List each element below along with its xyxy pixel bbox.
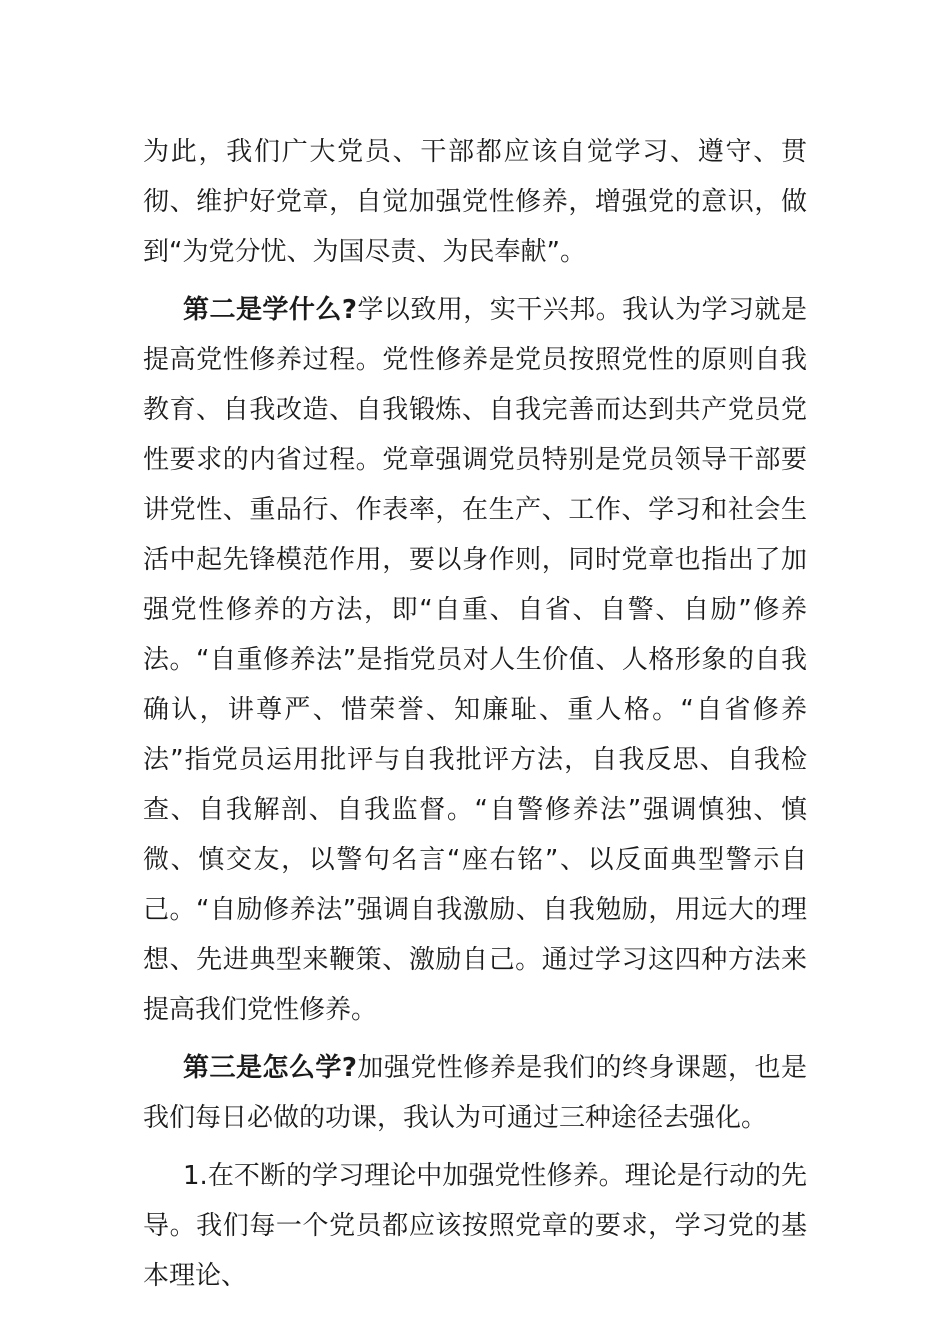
paragraph-text: 学以致用，实干兴邦。我认为学习就是提高党性修养过程。党性修养是党员按照党性的原则自我教育、自我改造、自我锻炼、自我完善而达到共产党员党性要求的内省过程。党章强调党员特别是党员领导干部要讲党性、重品行、作表率，在生产、工作、学习和社会生活中起先锋模范作用，要以身作则，同时党章也指出了加强党性修养的方法，即“自重、自省、自警、自励”修养法。“自重修养法”是指党员对人生价值、人格形象的自我确认，讲尊严、惜荣誉、知廉耻、重人格。“自省修养法”指党员运用批评与自我批评方法，自我反思、自我检查、自我解剖、自我监督。“自警修养法”强调慎独、慎微、慎交友，以警句名言“座右铭”、以反面典型警示自己。“自励修养法”强调自我激励、自我勉励，用远大的理想、先进典型来鞭策、激励自己。通过学习这四种方法来提高我们党性修养。 xyxy=(143,295,807,1025)
paragraph-continuation xyxy=(143,127,807,277)
paragraph-item-1 xyxy=(143,1151,807,1301)
paragraph-text: 1.在不断的学习理论中加强党性修养。理论是行动的先导。我们每一个党员都应该按照党章的要求，学习党的基本理论、 xyxy=(143,1161,807,1291)
paragraph-how-to-learn xyxy=(143,1043,807,1143)
paragraph-heading: 第三是怎么学? xyxy=(183,1053,357,1083)
paragraph-what-to-learn xyxy=(143,285,807,1035)
document-body xyxy=(143,127,807,1301)
paragraph-text: 为此，我们广大党员、干部都应该自觉学习、遵守、贯彻、维护好党章，自觉加强党性修养，增强党的意识，做到“为党分忧、为国尽责、为民奉献”。 xyxy=(143,137,807,267)
paragraph-heading: 第二是学什么? xyxy=(183,295,357,325)
paragraph-text: 加强党性修养是我们的终身课题，也是我们每日必做的功课，我认为可通过三种途径去强化。 xyxy=(143,1053,807,1133)
